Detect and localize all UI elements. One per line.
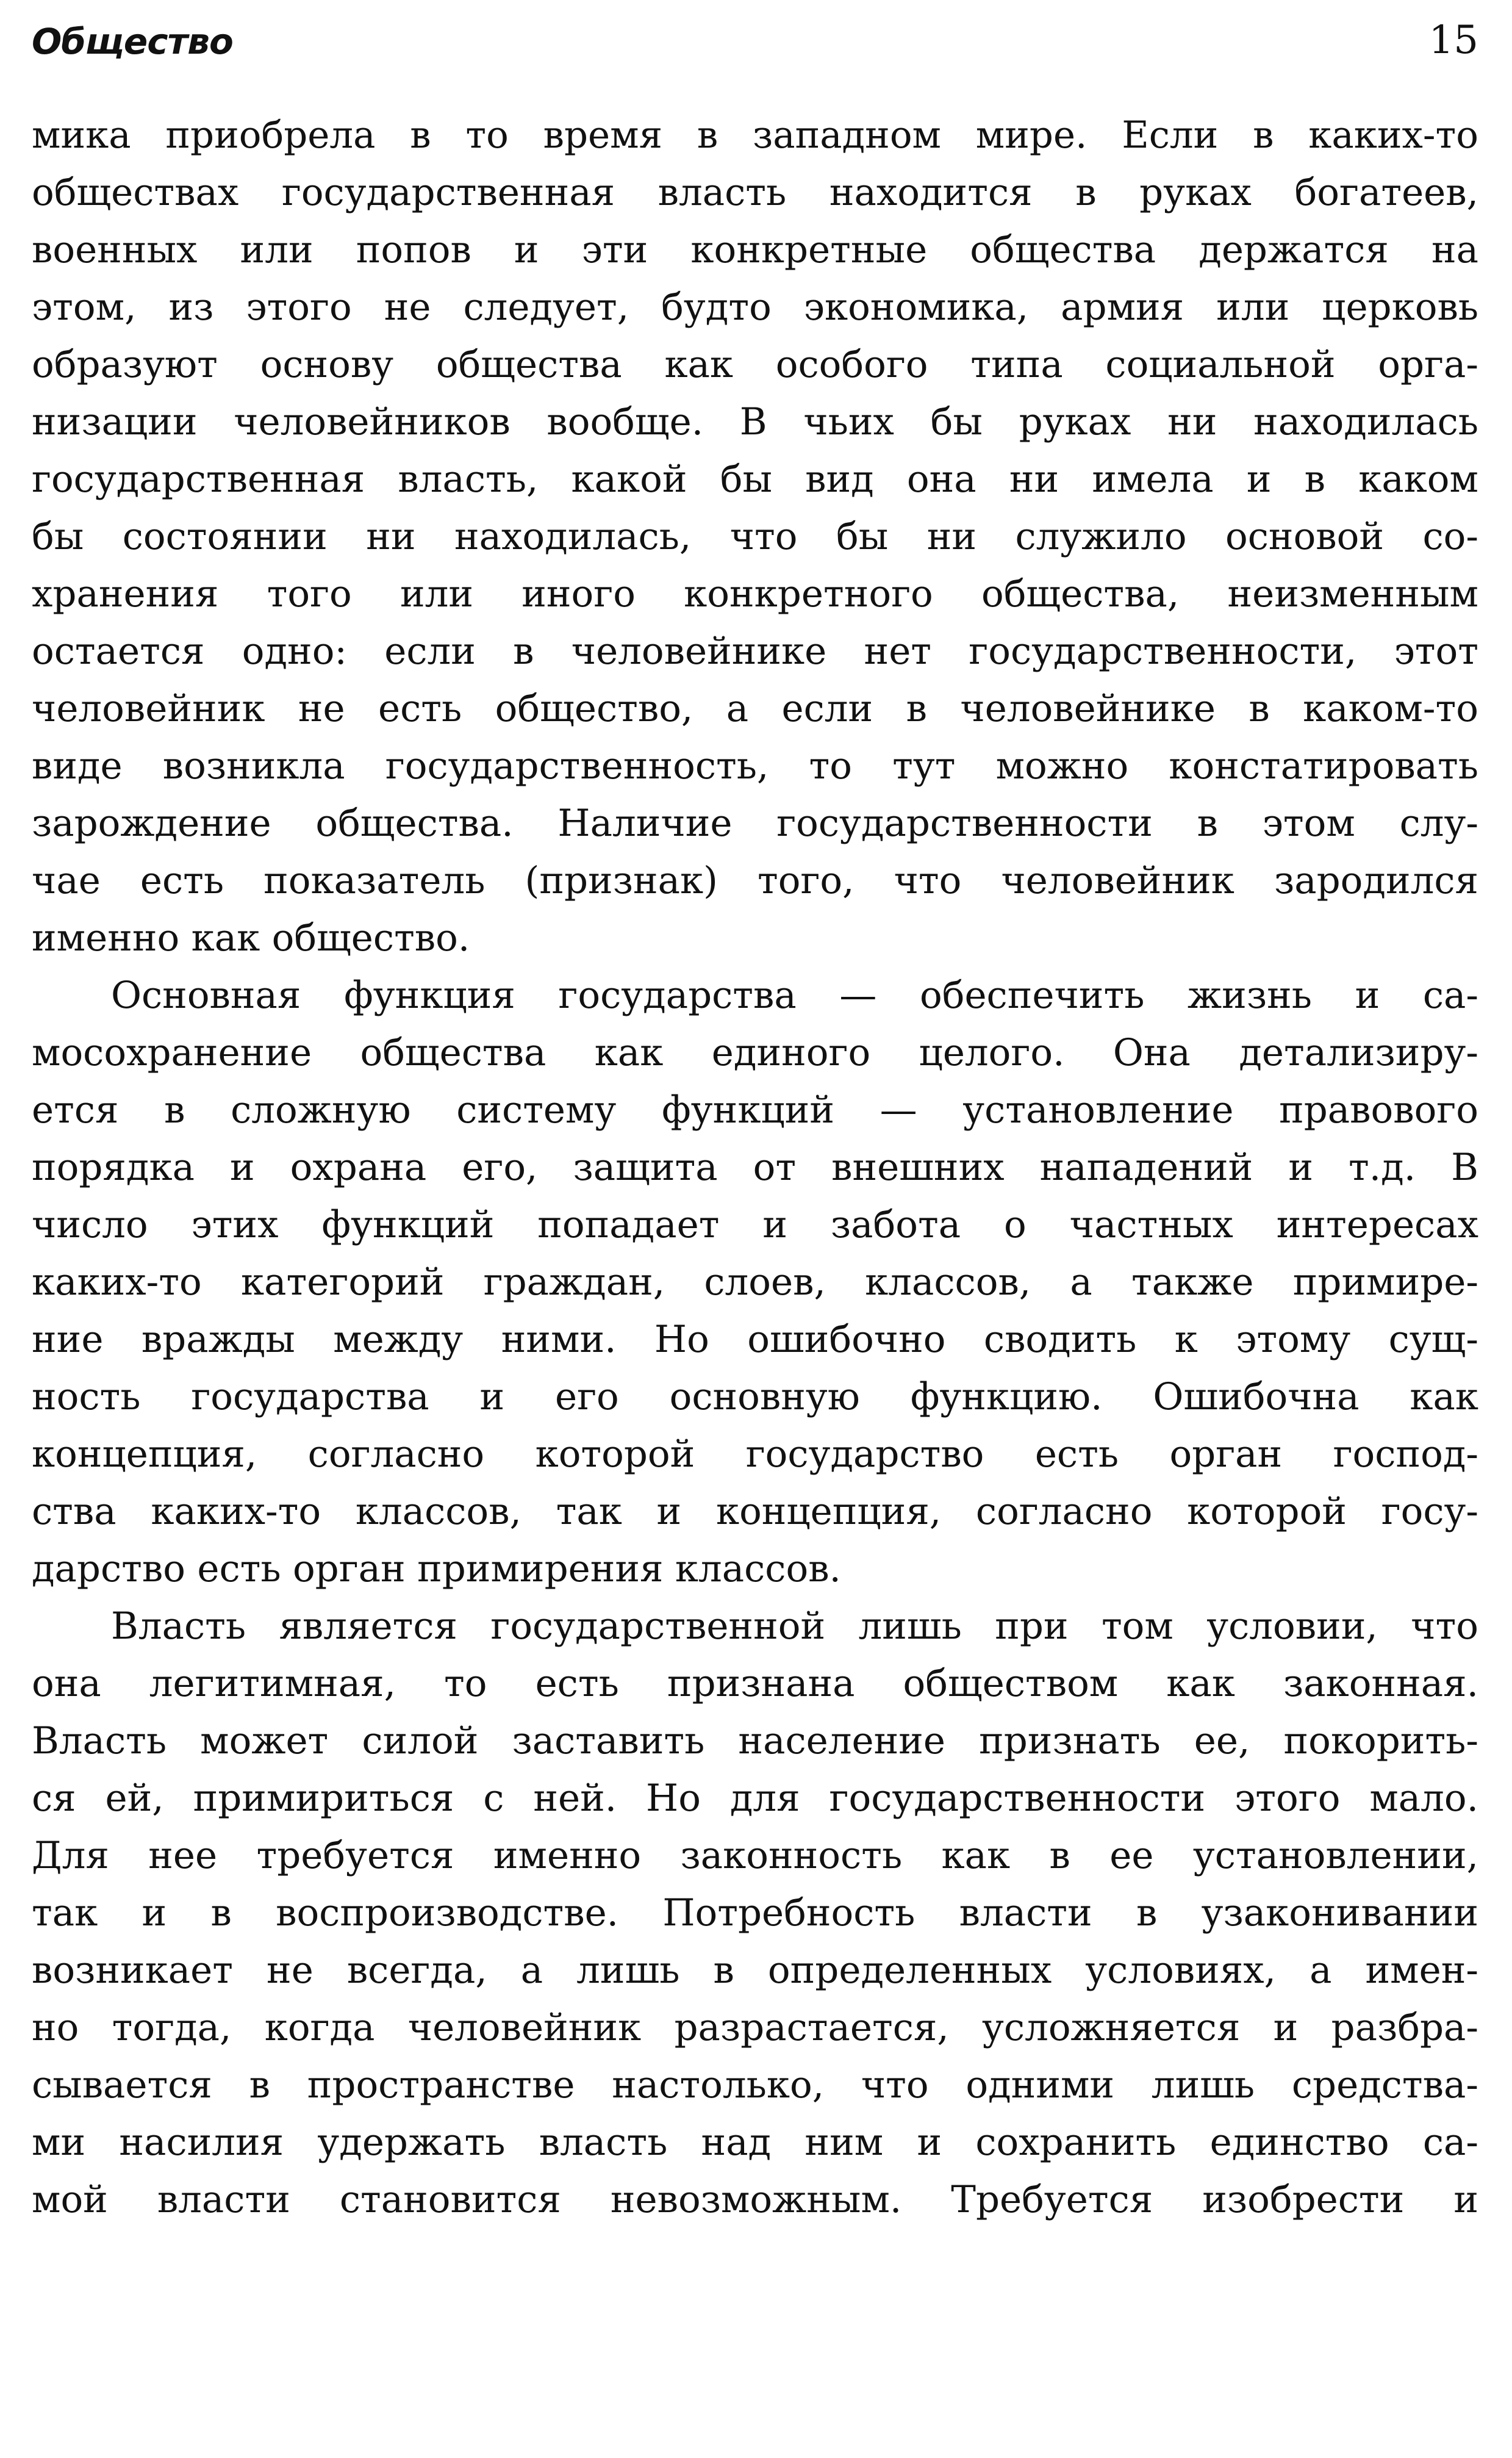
running-head — [32, 11, 1478, 78]
text-line: виде возникла государственность, то тут можно констатировать — [32, 744, 1478, 788]
text-line: Для нее требуется именно законность как в ее установлении, — [32, 1834, 1478, 1877]
text-line: число этих функций попадает и забота о частных интересах — [32, 1203, 1478, 1246]
text-line: именно как общество. — [32, 916, 470, 960]
paragraph — [32, 967, 1478, 1598]
text-line: чае есть показатель (признак) того, что человейник зародился — [32, 859, 1478, 902]
book-page — [32, 0, 1478, 2458]
text-line: ется в сложную систему функций — установление правового — [32, 1088, 1478, 1132]
paragraph — [32, 1598, 1478, 2229]
text-line: человейник не есть общество, а если в человейнике в каком-то — [32, 687, 1478, 730]
text-line: ства каких-то классов, так и концепция, согласно которой госу- — [32, 1490, 1478, 1533]
section-title: Общество — [32, 21, 233, 62]
text-line: военных или попов и эти конкретные общества держатся на — [32, 228, 1478, 271]
text-line: этом, из этого не следует, будто экономика, армия или церковь — [32, 286, 1478, 329]
text-line: каких-то категорий граждан, слоев, классов, а также примире- — [32, 1260, 1478, 1304]
text-line: Власть может силой заставить население признать ее, покорить- — [32, 1719, 1478, 1763]
text-line: возникает не всегда, а лишь в определенных условиях, а имен- — [32, 1949, 1478, 1992]
text-line: образуют основу общества как особого типа социальной орга- — [32, 343, 1478, 386]
text-line: хранения того или иного конкретного общества, неизменным — [32, 572, 1478, 616]
text-line: мика приобрела в то время в западном мире. Если в каких-то — [32, 113, 1478, 157]
text-line: ми насилия удержать власть над ним и сохранить единство са- — [32, 2121, 1478, 2164]
paragraph — [32, 107, 1478, 967]
text-line: Власть является государственной лишь при том условии, что — [111, 1605, 1478, 1648]
text-line: мосохранение общества как единого целого. Она детализиру- — [32, 1031, 1478, 1074]
text-line: ся ей, примириться с ней. Но для государственности этого мало. — [32, 1777, 1478, 1820]
text-line: так и в воспроизводстве. Потребность власти в узаконивании — [32, 1891, 1478, 1935]
text-line: низации человейников вообще. В чьих бы руках ни находилась — [32, 400, 1478, 444]
text-line: зарождение общества. Наличие государственности в этом слу- — [32, 802, 1478, 845]
text-line: государственная власть, какой бы вид она ни имела и в каком — [32, 458, 1478, 501]
text-line: бы состоянии ни находилась, что бы ни служило основой со- — [32, 515, 1478, 558]
text-line: дарство есть орган примирения классов. — [32, 1547, 841, 1590]
text-line: обществах государственная власть находится в руках богатеев, — [32, 171, 1478, 214]
text-line: ность государства и его основную функцию. Ошибочна как — [32, 1375, 1478, 1418]
text-line: порядка и охрана его, защита от внешних нападений и т.д. В — [32, 1146, 1478, 1189]
text-line: мой власти становится невозможным. Требуется изобрести и — [32, 2178, 1478, 2221]
text-line: сывается в пространстве настолько, что одними лишь средства- — [32, 2063, 1478, 2107]
text-line: но тогда, когда человейник разрастается, усложняется и разбра- — [32, 2006, 1478, 2049]
body-text — [32, 107, 1478, 2229]
text-line: ние вражды между ними. Но ошибочно сводить к этому сущ- — [32, 1318, 1478, 1361]
text-line: остается одно: если в человейнике нет государственности, этот — [32, 630, 1478, 673]
text-line: она легитимная, то есть признана обществом как законная. — [32, 1662, 1478, 1705]
text-line: концепция, согласно которой государство есть орган господ- — [32, 1432, 1478, 1476]
text-line: Основная функция государства — обеспечить жизнь и са- — [111, 974, 1478, 1017]
page-number: 15 — [1428, 18, 1478, 63]
